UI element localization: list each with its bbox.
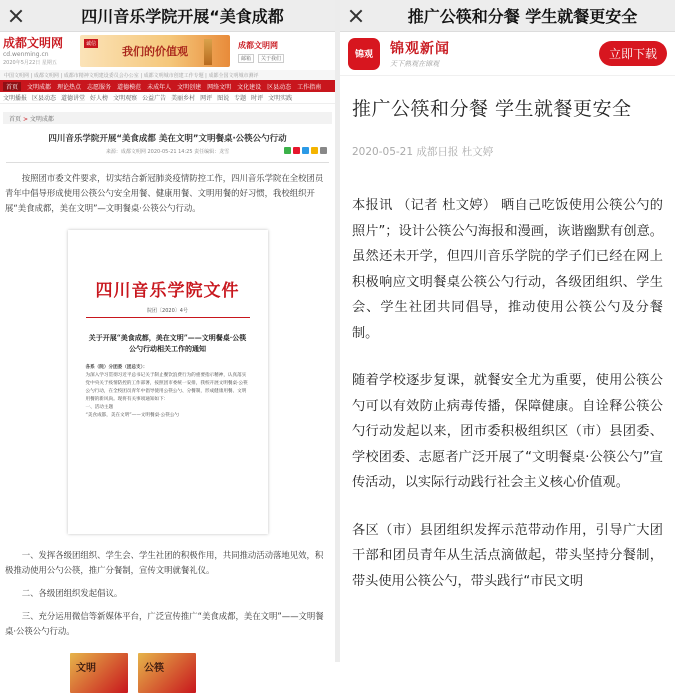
nav-item[interactable]: 理论热点 <box>57 83 82 91</box>
nav-item[interactable]: 道德模范 <box>117 83 142 91</box>
article-title: 推广公筷和分餐 学生就餐更安全 <box>352 98 632 120</box>
article-paragraph: 一、发挥各级团组织、学生会、学生社团的积极作用，共同推动活动落地见效，积极推动使用公勺公筷，推广分餐制，宣传文明就餐礼仪。 <box>5 550 324 575</box>
red-rule <box>86 317 250 318</box>
share-more-icon[interactable] <box>320 147 327 154</box>
share-weibo-icon[interactable] <box>293 147 300 154</box>
poster-image: 文明 <box>70 653 128 693</box>
right-pane <box>340 0 675 662</box>
app-name: 锦观新闻 <box>390 41 450 57</box>
site-logo[interactable]: 成都文明网 cd.wenming.cn 2020年5月22日 星期五 <box>3 36 64 66</box>
document-heading: 四川音乐学院文件 <box>95 281 240 301</box>
nav-item[interactable]: 区县动态 <box>267 83 292 91</box>
left-pane <box>0 0 335 674</box>
nav-item[interactable]: 文明成都 <box>27 83 52 91</box>
breadcrumb-home[interactable]: 首页 <box>9 116 22 123</box>
app-download-bar <box>340 32 675 76</box>
subnav-item[interactable]: 好人榜 <box>90 95 109 102</box>
article-paragraph: 三、充分运用微信等新媒体平台，广泛宣传推广“美食成都，美在文明”——文明餐桌·公筷公勺行动。 <box>5 611 324 636</box>
poster-image: 公筷 <box>138 653 196 693</box>
about-link[interactable]: 关于我们 <box>258 54 284 63</box>
left-title-bar <box>0 0 335 32</box>
app-slogan: 天下熟观在锦观 <box>390 60 439 68</box>
article-meta: 2020-05-21 成都日报 杜文婷 <box>352 146 494 158</box>
download-button[interactable]: 立即下载 <box>599 41 667 66</box>
document-number: 院团〔2020〕4号 <box>147 308 188 314</box>
nav-item[interactable]: 文明创建 <box>177 83 202 91</box>
subnav-item[interactable]: 图说 <box>217 95 230 102</box>
close-icon[interactable] <box>0 0 30 32</box>
share-qzone-icon[interactable] <box>311 147 318 154</box>
document-body: 各系（院）分团委（团总支）： 为深入学习贯彻习近平总书记关于制止餐饮浪费行为的重要指示精神，认真落实党中央关于疫情防控的工作部署，按照团市委统一安排，我校开展文明餐桌·公筷公勺行动，在全校团员青年中倡导使用公筷公勺、分餐制，形成健康用餐、文明用餐的新风尚。现将有关事项通知如下： 一、活动主题 “美食成都，美在文明”——文明餐桌·公筷公勺 <box>85 365 248 418</box>
app-logo[interactable]: 锦观 <box>348 38 380 70</box>
subnav-item[interactable]: 文明播报 <box>3 95 28 102</box>
sub-nav <box>0 92 335 104</box>
subnav-item[interactable]: 网评 <box>200 95 213 102</box>
header-banner[interactable]: 诚信 我们的价值观 <box>80 35 230 67</box>
chevron-right-icon: > <box>22 116 30 123</box>
tower-icon <box>204 39 212 65</box>
document-image <box>68 230 268 534</box>
article-paragraph: 各区（市）县团组织发挥示范带动作用，引导广大团干部和团员青年从生活点滴做起，带头坚持分餐制，带头使用公筷公勺，带头践行“市民文明 <box>352 522 663 589</box>
left-window-title: 四川音乐学院开展“美食成都 <box>81 7 284 26</box>
article-paragraph: 随着学校逐步复课，就餐安全尤为重要，使用公筷公勺可以有效防止病毒传播，保障健康。自诠释公筷公勺行动发起以来，团市委积极组织区（市）县团委、学校团委、志愿者广泛开展了“文明餐桌·公筷公勺”宣传活动，以实际行动践行社会主义核心价值观。 <box>352 373 663 490</box>
poster-images <box>0 653 335 693</box>
site-header <box>0 32 335 70</box>
nav-item[interactable]: 工作指南 <box>297 83 322 91</box>
divider <box>6 162 329 163</box>
share-icons <box>284 147 327 154</box>
subnav-item[interactable]: 文明观察 <box>113 95 138 102</box>
subnav-item[interactable]: 时评 <box>251 95 264 102</box>
article-meta: 来源：成都文明网 2020-05-21 14:25 责任编辑：龙雪 <box>0 148 335 156</box>
top-link-line: 中国文明网 | 成都文明网 | 成都市精神文明建设委员会办公室 | 成都文明城市创建工作专题 | 成都全国文明城市测评 <box>0 70 335 80</box>
article-paragraph: 按照团市委文件要求，切实结合新冠肺炎疫情防控工作，四川音乐学院在全校团员青年中倡导形成使用公筷公勺安全用餐、健康用餐、文明用餐的好习惯，我校组织开展“美食成都，美在文明”—文明餐桌·公筷公勺行动。 <box>5 173 324 213</box>
nav-item[interactable]: 首页 <box>3 82 21 91</box>
nav-item[interactable]: 未成年人 <box>147 83 172 91</box>
nav-item[interactable]: 文化建设 <box>237 83 262 91</box>
document-subject: 关于开展“美食成都，美在文明”——文明餐桌·公筷公勺行动相关工作的通知 <box>88 333 247 353</box>
subnav-item[interactable]: 专题 <box>234 95 247 102</box>
main-nav <box>0 80 335 92</box>
subnav-item[interactable]: 道德讲堂 <box>61 95 86 102</box>
article-paragraph: 本报讯 （记者 杜文婷） 晒自己吃饭使用公筷公勺的照片”；设计公筷公勺海报和漫画，诙谐幽默有创意。虽然还未开学，但四川音乐学院的学子们已经在网上积极响应文明餐桌公筷公勺行动，各级团组织、学生会、学生社团共同倡导，推动使用公筷公勺及分餐制。 <box>352 198 663 341</box>
share-qq-icon[interactable] <box>302 147 309 154</box>
subnav-item[interactable]: 区县动态 <box>32 95 57 102</box>
mail-link[interactable]: 邮箱 <box>238 54 254 63</box>
right-window-title: 推广公筷和分餐 学生就餐更安全 <box>407 7 638 26</box>
article-paragraph: 二、各级团组织发起倡议。 <box>21 588 123 598</box>
article-title: 四川音乐学院开展“美食成都 美在文明”文明餐桌·公筷公勺行动 <box>48 134 287 144</box>
subnav-item[interactable]: 公益广告 <box>142 95 167 102</box>
right-title-bar <box>340 0 675 32</box>
header-links: 成都文明网 邮箱 关于我们 <box>238 40 326 63</box>
share-wechat-icon[interactable] <box>284 147 291 154</box>
subnav-item[interactable]: 美丽乡村 <box>171 95 196 102</box>
nav-item[interactable]: 网络文明 <box>207 83 232 91</box>
subnav-item[interactable]: 文明实践 <box>268 95 293 102</box>
breadcrumb-section[interactable]: 文明成都 <box>29 116 54 123</box>
close-icon[interactable] <box>340 0 370 32</box>
nav-item[interactable]: 志愿服务 <box>87 83 112 91</box>
breadcrumb <box>3 112 332 124</box>
